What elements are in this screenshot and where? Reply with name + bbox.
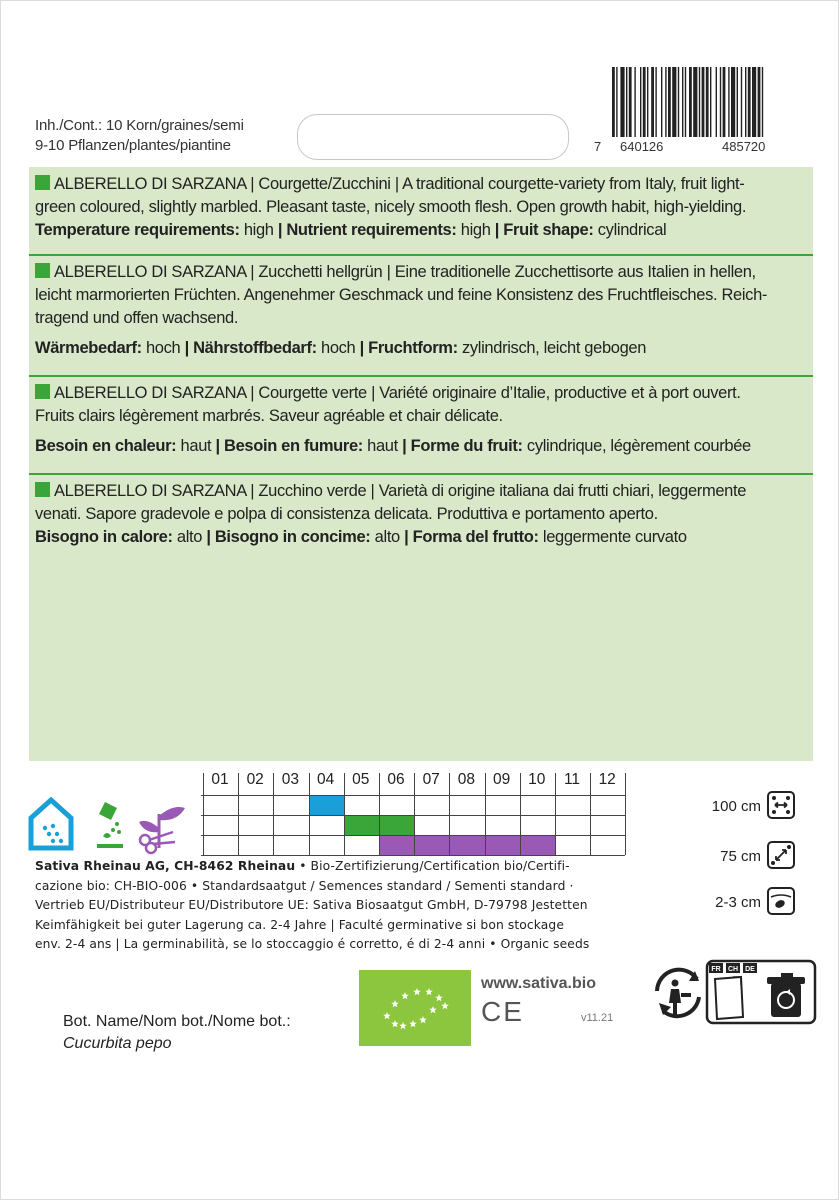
barcode-digit-left: 640126 xyxy=(620,139,664,154)
eu-leaf-icon xyxy=(359,970,471,1046)
it-line-2: venati. Sapore gradevole e polpa di consistenza delicata. Produttiva e portamento aperto. xyxy=(35,505,658,523)
de-requirements xyxy=(35,337,807,360)
version-number: v11.21 xyxy=(581,1012,614,1024)
en-requirements xyxy=(35,219,807,242)
calendar-grid-line xyxy=(344,773,345,855)
calendar-month-label: 06 xyxy=(387,771,405,788)
recycle-flag-ch: CH xyxy=(727,966,739,973)
calendar-month-label: 12 xyxy=(598,771,616,788)
it-shape-value: leggermente curvato xyxy=(538,528,687,546)
green-square-icon xyxy=(35,384,50,399)
calendar-grid-line xyxy=(485,773,486,855)
calendar-month-label: 01 xyxy=(211,771,229,788)
en-temp-label: Temperature requirements: xyxy=(35,221,240,239)
sow-indoors-icon xyxy=(31,800,71,848)
calendar-grid-line xyxy=(625,773,626,855)
plant-distance-label: 75 cm xyxy=(720,848,761,865)
en-line-1: ALBERELLO DI SARZANA | Courgette/Zucchini | A traditional courgette-variety from Italy, fruit light- xyxy=(54,175,745,193)
contents-plants: 9-10 Pflanzen/plantes/piantine xyxy=(35,137,231,154)
it-nutr-label: | Bisogno in concime: xyxy=(206,528,371,546)
de-shape-label: | Fruchtform: xyxy=(359,339,458,357)
calendar-month-label: 02 xyxy=(246,771,264,788)
fr-temp-label: Besoin en chaleur: xyxy=(35,437,177,455)
calendar-month-label: 08 xyxy=(457,771,476,788)
calendar-grid-line xyxy=(201,855,625,856)
company-line-2: cazione bio: CH-BIO-006 • Standardsaatgut / Semences standard / Sementi standard · xyxy=(35,878,574,893)
fr-requirements xyxy=(35,435,807,458)
fr-line-1: ALBERELLO DI SARZANA | Courgette verte | Variété originaire d’Italie, productive et à port ouvert. xyxy=(54,384,741,402)
calendar-month-label: 03 xyxy=(281,771,300,788)
calendar-grid-line xyxy=(238,773,239,855)
calendar-grid-line xyxy=(203,773,204,855)
calendar-grid-line xyxy=(520,773,521,855)
calendar-grid-line xyxy=(309,773,310,855)
barcode-digit-right: 485720 xyxy=(722,139,766,154)
calendar-month-label: 04 xyxy=(316,771,335,788)
calendar-month-label: 07 xyxy=(422,771,440,788)
calendar-grid-line xyxy=(201,835,625,836)
calendar-grid-line xyxy=(201,815,625,816)
green-square-icon xyxy=(35,482,50,497)
en-shape-value: cylindrical xyxy=(593,221,667,239)
green-square-icon xyxy=(35,175,50,190)
calendar-grid-line xyxy=(555,773,556,855)
row-distance-label: 100 cm xyxy=(711,798,761,815)
it-temp-value: alto xyxy=(172,528,207,546)
recycle-bin-icon xyxy=(767,973,805,1017)
de-line-1: ALBERELLO DI SARZANA | Zucchetti hellgrün | Eine traditionelle Zucchettisorte aus Italien in hellen, xyxy=(54,263,756,281)
eu-organic-logo xyxy=(359,970,471,1046)
de-line-2: leicht marmorierten Früchten. Angenehmer Geschmack und feine Konsistenz des Fruchtfleisches. Reich- xyxy=(35,286,768,304)
description-de xyxy=(35,261,807,360)
website: www.sativa.bio xyxy=(481,975,596,992)
separator-line xyxy=(29,375,813,377)
fr-shape-value: cylindrique, légèrement courbée xyxy=(522,437,751,455)
plant-out-icon xyxy=(97,802,123,848)
en-line-2: green coloured, slightly marbled. Pleasant taste, nicely smooth flesh. Open growth habit, high-yielding. xyxy=(35,198,747,216)
packet-contents xyxy=(35,116,244,156)
description-fr xyxy=(35,382,807,458)
calendar-month-label: 11 xyxy=(563,771,581,788)
sowing-depth-icon xyxy=(767,887,795,915)
company-line-3: Vertrieb EU/Distributeur EU/Distributore UE: Sativa Biosaatgut GmbH, D-79798 Jestetten xyxy=(35,898,588,912)
barcode xyxy=(594,67,826,157)
ce-mark: CE xyxy=(481,996,524,1027)
recycle-flag-fr: FR xyxy=(711,966,721,973)
separator-line xyxy=(29,473,813,475)
green-square-icon xyxy=(35,263,50,278)
it-line-1: ALBERELLO DI SARZANA | Zucchino verde | Varietà di origine italiana dai frutti chiari, leggermente xyxy=(54,482,747,500)
barcode-digits xyxy=(594,139,826,157)
calendar-grid-line xyxy=(273,773,274,855)
hang-hole xyxy=(297,114,569,160)
fr-temp-value: haut xyxy=(176,437,216,455)
packaging-sort-panel xyxy=(707,961,815,1023)
en-nutr-value: high xyxy=(456,221,495,239)
en-temp-value: high xyxy=(239,221,278,239)
description-en xyxy=(35,173,807,242)
calendar-bar-sow-indoors xyxy=(309,795,344,815)
recycling-icons xyxy=(649,959,819,1025)
harvest-icon xyxy=(139,807,185,853)
separator-line xyxy=(29,254,813,256)
paper-bag-icon xyxy=(715,977,743,1019)
company-line-4: Keimfähigkeit bei guter Lagerung ca. 2-4 Jahre | Faculté germinative si bon stockage xyxy=(35,917,564,932)
de-temp-label: Wärmebedarf: xyxy=(35,339,142,357)
calendar-month-label: 09 xyxy=(492,771,511,788)
calendar-grid-line xyxy=(379,773,380,855)
contents-quantity: Inh./Cont.: 10 Korn/graines/semi xyxy=(35,117,244,134)
recycle-flag-de: DE xyxy=(745,966,755,973)
activity-icons xyxy=(27,796,197,856)
botanical-label: Bot. Name/Nom bot./Nome bot.: xyxy=(63,1013,291,1030)
it-nutr-value: alto xyxy=(370,528,405,546)
barcode-bars xyxy=(594,67,826,141)
description-it xyxy=(35,480,807,549)
en-nutr-label: | Nutrient requirements: xyxy=(277,221,457,239)
de-shape-value: zylindrisch, leicht gebogen xyxy=(457,339,647,357)
plant-distance-icon xyxy=(767,841,795,869)
it-shape-label: | Forma del frutto: xyxy=(404,528,539,546)
calendar-grid-line xyxy=(414,773,415,855)
botanical-name xyxy=(63,1011,291,1055)
calendar-bar-harvest xyxy=(379,835,555,855)
de-nutr-label: | Nährstoffbedarf: xyxy=(184,339,317,357)
company-info xyxy=(35,857,635,955)
de-nutr-value: hoch xyxy=(316,339,360,357)
botanical-latin-name: Cucurbita pepo xyxy=(63,1035,172,1052)
de-line-3: tragend und offen wachsend. xyxy=(35,309,239,327)
barcode-digit-prefix: 7 xyxy=(594,139,602,154)
company-line-1: • Bio-Zertifizierung/Certification bio/Certifi- xyxy=(295,859,570,873)
fr-shape-label: | Forme du fruit: xyxy=(402,437,523,455)
fr-nutr-value: haut xyxy=(362,437,403,455)
calendar-grid-line xyxy=(201,795,625,796)
calendar-grid-line xyxy=(590,773,591,855)
de-temp-value: hoch xyxy=(141,339,185,357)
calendar-grid-line xyxy=(449,773,450,855)
en-shape-label: | Fruit shape: xyxy=(494,221,594,239)
sowing-depth-label: 2-3 cm xyxy=(715,894,761,911)
triman-icon xyxy=(657,970,699,1017)
it-temp-label: Bisogno in calore: xyxy=(35,528,173,546)
description-panel xyxy=(29,167,813,761)
calendar-month-label: 05 xyxy=(352,771,370,788)
row-distance-icon xyxy=(767,791,795,819)
fr-line-2: Fruits clairs légèrement marbrés. Saveur agréable et chair délicate. xyxy=(35,407,503,425)
company-name: Sativa Rheinau AG, CH-8462 Rheinau xyxy=(35,859,296,873)
calendar-month-label: 10 xyxy=(528,771,546,788)
sowing-calendar xyxy=(201,771,625,861)
fr-nutr-label: | Besoin en fumure: xyxy=(215,437,363,455)
it-requirements xyxy=(35,526,807,549)
company-line-5: env. 2-4 ans | La germinabilità, se lo stoccaggio é corretto, é di 2-4 anni • Organic seeds xyxy=(35,937,590,951)
